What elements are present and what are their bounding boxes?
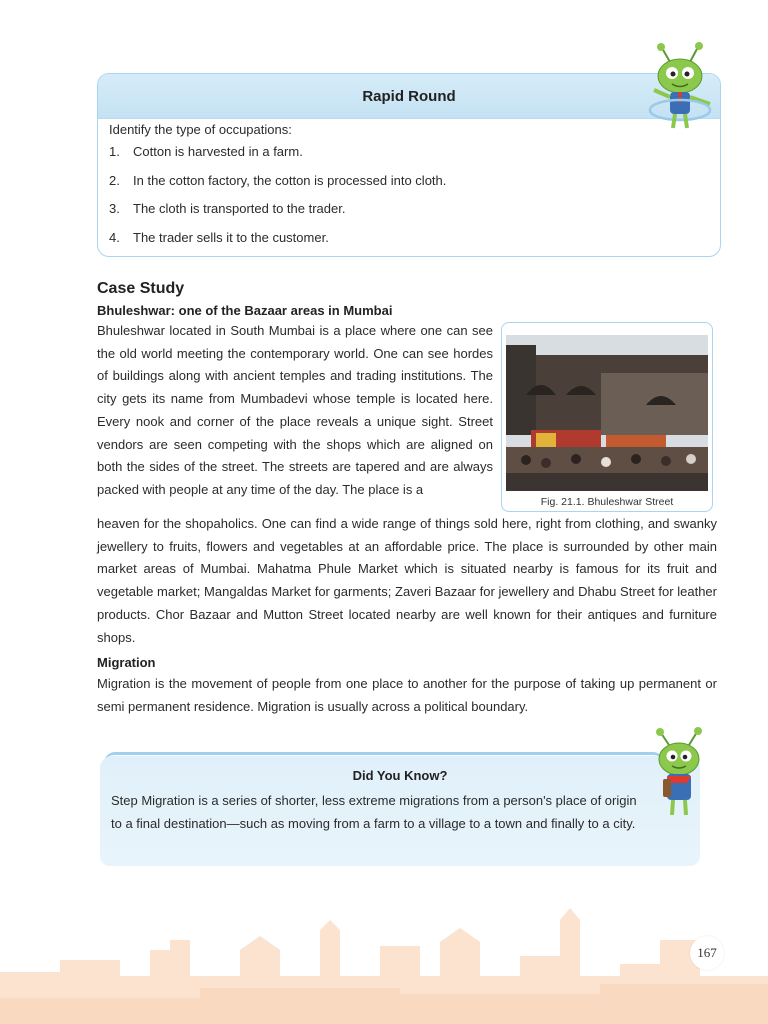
list-item — [109, 173, 446, 202]
case-study-paragraph-part2: heaven for the shopaholics. One can find a wide range of things sold here, right from clothing, and swanky jewellery to fruits, flowers and vegetables at an affordable price. The place is surrounded by other main market areas of Mumbai. Mahatma Phule Market which is situated nearby is famous for its fruit and vegetable market; Mangaldas Market for garments; Zaveri Bazaar for jewellery and Dhabu Street for leather products. Chor Bazaar and Mutton Street located nearby are well known for their antiques and furniture shops. — [97, 516, 717, 645]
did-you-know-title: Did You Know? — [352, 768, 448, 783]
item-number: 1. — [109, 144, 120, 159]
rapid-round-title: Rapid Round — [98, 74, 720, 119]
city-skyline-decoration — [0, 880, 768, 1024]
case-study-subtitle: Bhuleshwar: one of the Bazaar areas in Mumbai — [97, 303, 393, 318]
rapid-round-list — [109, 144, 446, 257]
item-text: In the cotton factory, the cotton is processed into cloth. — [133, 172, 447, 188]
list-item — [109, 201, 446, 230]
list-item — [109, 144, 446, 173]
item-number: 3. — [109, 201, 120, 216]
alien-mascot-icon — [643, 727, 715, 819]
list-item — [109, 230, 446, 258]
item-number: 2. — [109, 172, 120, 188]
migration-paragraph: Migration is the movement of people from one place to another for the purpose of taking up permanent or semi permanent residence. Migration is usually across a political boundary. — [97, 676, 717, 714]
figure-bhuleshwar-street — [501, 322, 713, 512]
migration-heading: Migration — [97, 655, 156, 670]
rapid-round-box — [97, 73, 721, 257]
page-number: 167 — [690, 936, 724, 970]
item-text: The cloth is transported to the trader. — [133, 201, 346, 216]
item-text: The trader sells it to the customer. — [133, 229, 329, 245]
rapid-round-intro: Identify the type of occupations: — [109, 122, 292, 137]
case-study-paragraph-part1: Bhuleshwar located in South Mumbai is a place where one can see the old world meeting the contemporary world. One can see hordes of buildings along with ancient temples and trading institutions. The city gets its name from Mumbadevi whose temple is located here. Every nook and corner of the place reveals a unique sight. Street vendors are seen competing with the shops which are aligned on both the sides of the street. The streets are tapered and are always packed with people at any time of the day. The place is a — [97, 323, 493, 497]
did-you-know-text: Step Migration is a series of shorter, less extreme migrations from a person's place of origin to a final destination—such as moving from a farm to a village to a town and finally to a city. — [111, 793, 637, 831]
case-study-title: Case Study — [97, 280, 185, 297]
street-photo-image — [506, 335, 708, 491]
figure-caption: Fig. 21.1. Bhuleshwar Street — [540, 496, 674, 508]
item-number: 4. — [109, 229, 120, 245]
alien-mascot-icon — [640, 42, 724, 134]
did-you-know-box — [100, 756, 700, 866]
item-text: Cotton is harvested in a farm. — [133, 144, 303, 159]
